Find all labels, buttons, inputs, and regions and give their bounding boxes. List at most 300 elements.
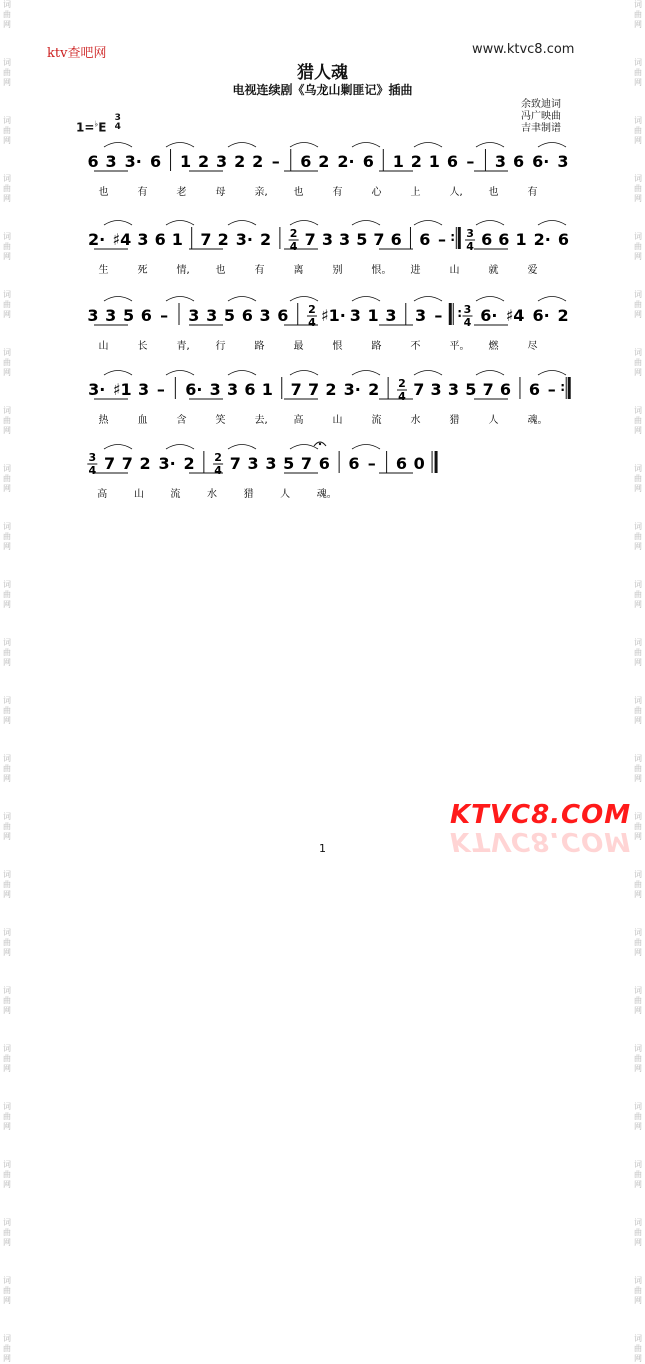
lyric-syllable: 高 — [293, 415, 304, 426]
watermark-group — [3, 1160, 11, 1190]
watermark-group — [634, 1160, 642, 1190]
note: 2 — [318, 152, 330, 171]
note: 3 — [247, 454, 259, 473]
watermark-char: 词 — [634, 580, 642, 589]
lyric-syllable: 生 — [98, 265, 109, 276]
lyric-syllable: 魂。 — [527, 415, 548, 426]
lyric-syllable: 含 — [176, 415, 187, 426]
lyric-syllable: 尽 — [527, 341, 538, 352]
watermark-group — [3, 986, 11, 1016]
tie-arc — [414, 221, 442, 226]
lyric-syllable: 人 — [488, 415, 499, 426]
note: 3 — [188, 306, 200, 325]
song-title: 猎人魂 — [297, 63, 348, 83]
lyric-syllable: 人 — [280, 489, 291, 500]
tie-arc — [290, 445, 318, 450]
lyric-syllable: 进 — [410, 265, 421, 276]
watermark-char: 网 — [634, 1238, 642, 1247]
watermark-char: 词 — [634, 464, 642, 473]
note: 3 — [447, 380, 460, 399]
note: 5 — [283, 454, 295, 473]
watermark-char: 词 — [3, 754, 11, 763]
tie-arc — [228, 445, 256, 450]
note: 6 — [87, 152, 99, 171]
tie-arc — [352, 445, 380, 450]
watermark-char: 曲 — [634, 880, 642, 889]
note: 2 — [198, 152, 210, 171]
note: 6 — [557, 230, 569, 249]
tie-arc — [166, 371, 194, 376]
watermark-char: 曲 — [634, 764, 642, 773]
watermark-char: 曲 — [3, 532, 11, 541]
watermark-char: 词 — [3, 1218, 11, 1227]
watermark-char: 曲 — [634, 1344, 642, 1353]
note: 1 — [428, 152, 440, 171]
lyric-syllable: 上 — [410, 187, 421, 198]
lyric-syllable: 魂。 — [316, 489, 337, 500]
lyric-syllable: 也 — [293, 187, 304, 198]
watermark-char: 曲 — [634, 1112, 642, 1121]
watermark-char: 词 — [3, 870, 11, 879]
ktvc8-logo-reflection: KTVC8.COM — [450, 826, 632, 856]
lyric-syllable: 情, — [176, 265, 190, 276]
watermark-char: 词 — [3, 928, 11, 937]
watermark-group — [634, 1334, 642, 1364]
note: 6 — [528, 380, 540, 399]
watermark-group — [3, 1334, 11, 1364]
note: 6 — [154, 230, 166, 249]
watermark-char: 曲 — [3, 648, 11, 657]
watermark-group — [3, 1218, 11, 1248]
watermark-char: 词 — [3, 232, 11, 241]
watermark-char: 网 — [3, 426, 11, 435]
watermark-char: 网 — [634, 1064, 642, 1073]
watermark-char: 词 — [634, 116, 642, 125]
watermark-char: 网 — [3, 774, 11, 783]
time-change-top: 2 — [308, 303, 316, 316]
watermark-char: 网 — [634, 484, 642, 493]
time-change-top: 2 — [398, 377, 406, 390]
time-top: 3 — [114, 113, 121, 123]
note: 6 — [446, 152, 458, 171]
lyric-syllable: 猎 — [449, 415, 460, 426]
note: 2 — [234, 152, 246, 171]
note: 2 — [217, 230, 229, 249]
lyric-syllable: 有 — [332, 187, 343, 198]
watermark-char: 网 — [3, 1064, 11, 1073]
watermark-char: 曲 — [634, 10, 642, 19]
watermark-char: 网 — [634, 78, 642, 87]
time-bottom: 4 — [114, 122, 121, 132]
watermark-char: 曲 — [3, 68, 11, 77]
fermata-dot — [319, 443, 321, 445]
note: 6 — [395, 454, 408, 473]
watermark-char: 网 — [634, 948, 642, 957]
note: 7 — [304, 230, 316, 249]
watermark-char: 词 — [3, 0, 11, 9]
lyric-syllable: 最 — [293, 341, 304, 352]
note: 3 — [349, 306, 361, 325]
watermark-char: 词 — [3, 522, 11, 531]
note: 1 — [515, 230, 527, 249]
lyric-syllable: 也 — [215, 265, 226, 276]
watermark-char: 网 — [3, 484, 11, 493]
watermark-char: 网 — [3, 1354, 11, 1363]
watermark-char: 曲 — [3, 474, 11, 483]
credit-composer: 冯广映曲 — [521, 111, 561, 122]
watermark-char: 网 — [634, 542, 642, 551]
watermark-char: 词 — [634, 232, 642, 241]
note: 3· — [124, 152, 142, 171]
watermark-char: 词 — [634, 986, 642, 995]
tie-arc — [538, 221, 566, 226]
watermark-char: 网 — [3, 194, 11, 203]
note: 1 — [171, 230, 183, 249]
note: 3 — [206, 306, 218, 325]
lyric-syllable: 离 — [293, 265, 304, 276]
note: 6 — [499, 380, 512, 399]
lyric-syllable: 恨。 — [371, 265, 392, 276]
note: 6 — [481, 230, 493, 249]
site-url[interactable]: www.ktvc8.com — [472, 42, 575, 57]
note: 6 — [241, 306, 253, 325]
watermark-char: 词 — [3, 464, 11, 473]
lyric-syllable: 有 — [137, 187, 148, 198]
lyric-syllable: 山 — [332, 415, 343, 426]
watermark-char: 词 — [634, 1102, 642, 1111]
watermark-char: 曲 — [634, 1170, 642, 1179]
watermark-char: 网 — [3, 310, 11, 319]
note: 6 — [318, 454, 330, 473]
time-change-bottom: 4 — [463, 316, 472, 329]
note: 5 — [465, 380, 477, 399]
note: 7 — [103, 454, 116, 473]
lyric-syllable: 山 — [449, 265, 460, 276]
watermark-char: 网 — [634, 600, 642, 609]
note: 3 — [137, 230, 149, 249]
watermark-char: 词 — [634, 1276, 642, 1285]
watermark-char: 网 — [634, 426, 642, 435]
time-change-bottom: 4 — [466, 240, 474, 253]
lyric-syllable: 死 — [137, 265, 148, 276]
watermark-char: 词 — [634, 928, 642, 937]
lyric-syllable: 热 — [98, 415, 109, 426]
note: 3 — [265, 454, 277, 473]
watermark-char: 词 — [3, 1102, 11, 1111]
watermark-char: 曲 — [634, 996, 642, 1005]
watermark-char: 网 — [3, 252, 11, 261]
lyric-syllable: 母 — [215, 187, 226, 198]
note: 7 — [290, 380, 302, 399]
note: 3· — [235, 230, 253, 249]
repeat-dots: : — [560, 380, 566, 394]
page-number: 1 — [319, 842, 326, 855]
watermark-char: 词 — [634, 290, 642, 299]
watermark-char: 网 — [3, 948, 11, 957]
watermark-char: 词 — [3, 1160, 11, 1169]
watermark-char: 曲 — [634, 474, 642, 483]
watermark-char: 网 — [634, 1296, 642, 1305]
watermark-char: 曲 — [634, 706, 642, 715]
note: 2 — [183, 454, 195, 473]
watermark-char: 词 — [634, 812, 642, 821]
lyric-syllable: 山 — [133, 489, 144, 500]
watermark-char: 词 — [634, 1160, 642, 1169]
note: 3 — [385, 306, 397, 325]
note: ♯4 — [112, 230, 132, 249]
flat-sign: ♭ — [94, 119, 99, 129]
watermark-char: 网 — [634, 890, 642, 899]
watermark-group — [3, 1044, 11, 1074]
note: 3· — [158, 454, 176, 473]
note: 6 — [348, 454, 360, 473]
time-change-top: 3 — [466, 227, 474, 240]
note: – — [160, 306, 169, 325]
note: 3 — [227, 380, 239, 399]
lyric-syllable: 亲, — [254, 187, 268, 198]
note: 1 — [392, 152, 404, 171]
note: 5 — [122, 306, 135, 325]
watermark-char: 曲 — [634, 1286, 642, 1295]
note: 3 — [105, 306, 117, 325]
lyric-syllable: 不 — [410, 341, 421, 352]
tie-arc — [228, 221, 256, 226]
watermark-char: 网 — [634, 1180, 642, 1189]
lyric-syllable: 也 — [98, 187, 109, 198]
lyric-syllable: 也 — [488, 187, 499, 198]
watermark-char: 曲 — [3, 706, 11, 715]
lyric-syllable: 别 — [332, 265, 343, 276]
note: 7 — [121, 454, 133, 473]
lyric-syllable: 有 — [527, 187, 538, 198]
note: 2 — [259, 230, 272, 249]
note: 7 — [373, 230, 385, 249]
time-change-bottom: 4 — [88, 464, 97, 477]
note: 7 — [482, 380, 494, 399]
watermark-char: 曲 — [3, 764, 11, 773]
watermark-char: 词 — [634, 522, 642, 531]
lyric-syllable: 水 — [410, 415, 421, 426]
note: 3 — [321, 230, 333, 249]
note: 3 — [87, 306, 99, 325]
watermark-char: 曲 — [3, 880, 11, 889]
tie-arc — [104, 445, 132, 450]
watermark-char: 网 — [634, 310, 642, 319]
tie-arc — [414, 371, 442, 376]
tie-arc — [414, 297, 442, 302]
note: 2 — [557, 306, 569, 325]
watermark-char: 网 — [634, 368, 642, 377]
note: 2· — [337, 152, 355, 171]
note: 3 — [137, 380, 150, 399]
note: 6· — [480, 306, 498, 325]
tie-arc — [538, 297, 566, 302]
note: 5 — [356, 230, 368, 249]
watermark-group — [634, 1044, 642, 1074]
watermark-char: 网 — [3, 890, 11, 899]
lyric-syllable: 路 — [254, 341, 265, 352]
note: 6 — [244, 380, 256, 399]
watermark-char: 网 — [634, 20, 642, 29]
note: 3 — [339, 230, 351, 249]
watermark-char: 网 — [634, 832, 642, 841]
repeat-dots: : — [450, 230, 456, 244]
lyric-syllable: 爱 — [527, 265, 538, 276]
tie-arc — [476, 143, 504, 148]
song-subtitle: 电视连续剧《乌龙山剿匪记》插曲 — [232, 83, 413, 97]
key-label: 1= — [76, 120, 95, 135]
watermark-char: 网 — [634, 658, 642, 667]
watermark-char: 网 — [634, 774, 642, 783]
repeat-dots: : — [457, 306, 463, 320]
watermark-char: 词 — [634, 754, 642, 763]
watermark-char: 词 — [634, 58, 642, 67]
watermark-char: 曲 — [3, 1170, 11, 1179]
watermark-char: 曲 — [634, 416, 642, 425]
lyric-syllable: 流 — [371, 415, 382, 426]
watermark-char: 曲 — [3, 242, 11, 251]
watermark-char: 网 — [3, 716, 11, 725]
watermark-char: 网 — [634, 136, 642, 145]
lyric-syllable: 恨 — [332, 341, 343, 352]
watermark-char: 曲 — [3, 126, 11, 135]
tie-arc — [290, 143, 318, 148]
watermark-char: 词 — [634, 406, 642, 415]
lyric-syllable: 有 — [254, 265, 265, 276]
watermark-char: 曲 — [3, 358, 11, 367]
watermark-char: 网 — [3, 136, 11, 145]
watermark-char: 曲 — [3, 938, 11, 947]
watermark-char: 网 — [3, 1006, 11, 1015]
note: – — [466, 152, 475, 171]
time-change-top: 3 — [463, 303, 472, 316]
note: 3 — [259, 306, 271, 325]
tie-arc — [166, 297, 194, 302]
key-note: E — [98, 120, 107, 135]
note: 7 — [413, 380, 425, 399]
watermark-char: 曲 — [634, 358, 642, 367]
lyric-syllable: 长 — [137, 341, 148, 352]
watermark-char: 网 — [3, 368, 11, 377]
watermark-char: 曲 — [3, 10, 11, 19]
watermark-char: 词 — [634, 1334, 642, 1343]
lyric-syllable: 燃 — [488, 341, 499, 352]
time-change-bottom: 4 — [398, 390, 406, 403]
lyric-syllable: 流 — [170, 489, 181, 500]
watermark-char: 网 — [3, 20, 11, 29]
note: 7 — [229, 454, 241, 473]
watermark-char: 曲 — [3, 1286, 11, 1295]
watermark-char: 曲 — [634, 1228, 642, 1237]
watermark-char: 曲 — [3, 1054, 11, 1063]
tie-arc — [414, 143, 442, 148]
tie-arc — [290, 297, 318, 302]
watermark-group — [3, 928, 11, 958]
watermark-group — [634, 1218, 642, 1248]
lyric-syllable: 就 — [488, 265, 499, 276]
watermark-char: 网 — [634, 716, 642, 725]
watermark-char: 曲 — [634, 822, 642, 831]
watermark-char: 词 — [3, 174, 11, 183]
note: 6· — [532, 306, 550, 325]
watermark-char: 词 — [634, 174, 642, 183]
site-name: ktv查吧网 — [47, 46, 107, 61]
note: 7 — [300, 454, 313, 473]
watermark-char: 曲 — [634, 242, 642, 251]
note: 3 — [430, 380, 442, 399]
lyric-syllable: 山 — [98, 341, 109, 352]
lyric-syllable: 笑 — [215, 415, 226, 426]
note: 2 — [410, 152, 422, 171]
watermark-char: 曲 — [3, 300, 11, 309]
note: 6· — [185, 380, 203, 399]
note: 1 — [261, 380, 273, 399]
note: 6 — [149, 152, 162, 171]
watermark-char: 词 — [634, 348, 642, 357]
watermark-char: 词 — [3, 638, 11, 647]
watermark-char: 词 — [3, 348, 11, 357]
tie-arc — [476, 221, 504, 226]
watermark-char: 词 — [3, 1276, 11, 1285]
watermark-char: 曲 — [634, 1054, 642, 1063]
tie-arc — [166, 221, 194, 226]
time-change-top: 2 — [214, 451, 222, 464]
watermark-char: 网 — [634, 252, 642, 261]
tie-arc — [352, 143, 380, 148]
note: 2 — [252, 152, 264, 171]
note: 7 — [307, 380, 320, 399]
lyric-syllable: 猎 — [243, 489, 254, 500]
tie-arc — [352, 221, 380, 226]
watermark-group — [3, 1102, 11, 1132]
lyric-syllable: 老 — [176, 187, 187, 198]
tie-arc — [476, 297, 504, 302]
watermark-char: 词 — [3, 290, 11, 299]
note: – — [547, 380, 556, 399]
note: 6 — [140, 306, 152, 325]
watermark-char: 曲 — [634, 126, 642, 135]
tie-arc — [104, 221, 132, 226]
watermark-group — [634, 1276, 642, 1306]
watermark-char: 曲 — [3, 822, 11, 831]
watermark-char: 曲 — [634, 532, 642, 541]
tie-arc — [166, 143, 194, 148]
watermark-char: 网 — [634, 1122, 642, 1131]
watermark-char: 词 — [3, 1334, 11, 1343]
credit-lyricist: 余致迪词 — [521, 99, 561, 110]
watermark-char: 曲 — [3, 1344, 11, 1353]
note: 2· — [533, 230, 551, 249]
tie-arc — [228, 143, 256, 148]
tie-arc — [476, 371, 504, 376]
ktvc8-logo: KTVC8.COM — [450, 800, 632, 830]
watermark-char: 词 — [3, 580, 11, 589]
watermark-char: 网 — [3, 1122, 11, 1131]
watermark-char: 曲 — [634, 590, 642, 599]
lyric-syllable: 路 — [371, 341, 382, 352]
tie-arc — [538, 371, 566, 376]
note: – — [434, 306, 443, 325]
watermark-char: 词 — [3, 406, 11, 415]
watermark-char: 词 — [3, 1044, 11, 1053]
lyric-syllable: 行 — [215, 341, 226, 352]
watermark-char: 网 — [634, 1006, 642, 1015]
watermark-char: 词 — [634, 696, 642, 705]
watermark-char: 曲 — [634, 648, 642, 657]
note: 1 — [367, 306, 379, 325]
watermark-char: 词 — [3, 812, 11, 821]
watermark-char: 词 — [3, 116, 11, 125]
